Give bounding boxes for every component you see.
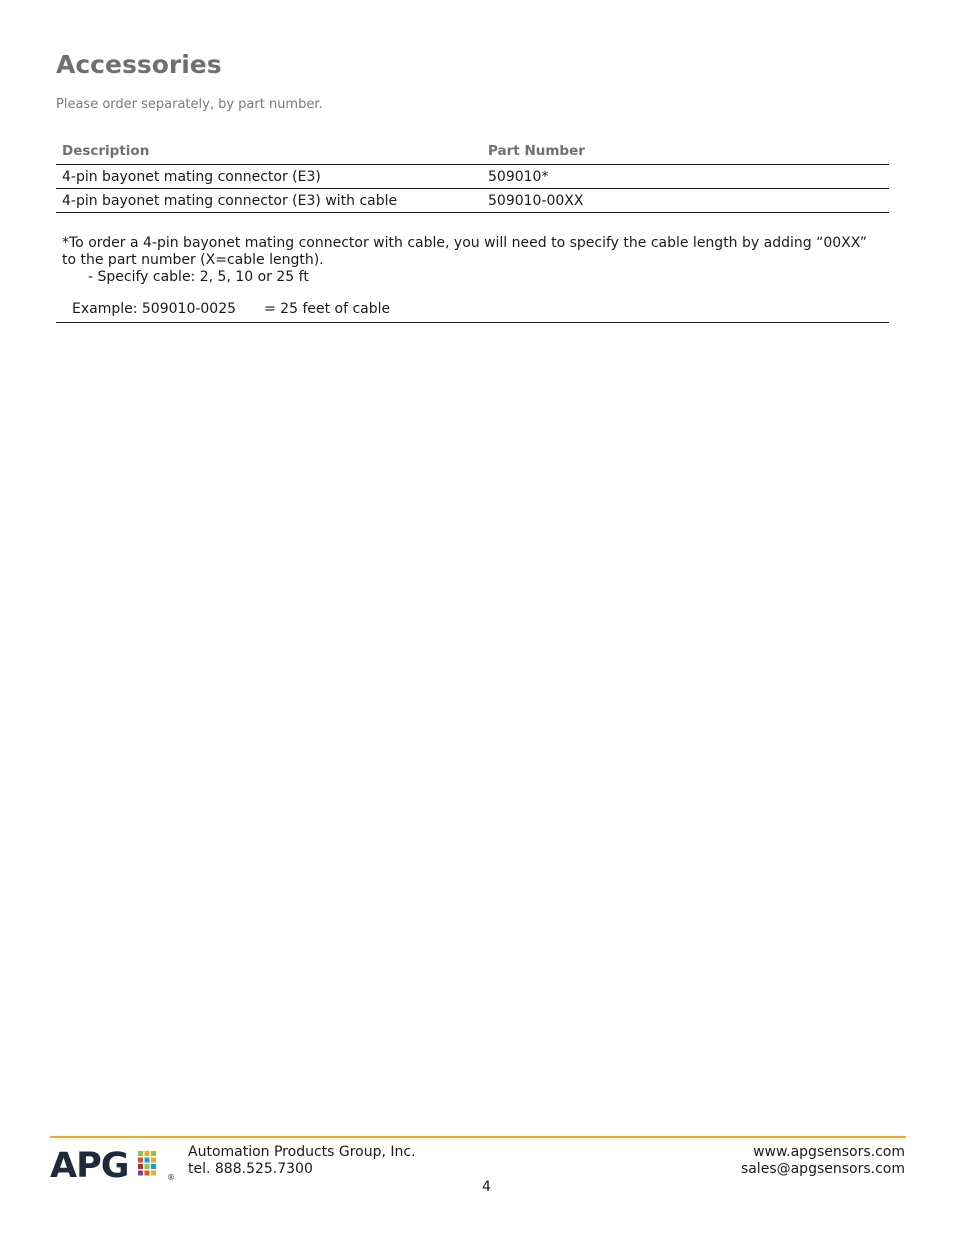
logo-grid-square bbox=[151, 1164, 156, 1169]
footer-divider bbox=[50, 1136, 906, 1138]
logo-grid-square bbox=[138, 1171, 143, 1176]
logo-grid-square bbox=[138, 1158, 143, 1163]
page-number: 4 bbox=[482, 1179, 491, 1195]
row-part-number: 509010-00XX bbox=[482, 189, 889, 213]
row-part-number: 509010* bbox=[482, 165, 889, 189]
ordering-note-text: *To order a 4-pin bayonet mating connector with cable, you will need to specify the cable length by adding “00XX” to the part number (X=cable length). bbox=[62, 235, 868, 268]
apg-logo-color-grid bbox=[138, 1151, 156, 1176]
example-value: = 25 feet of cable bbox=[264, 301, 391, 317]
row-description: 4-pin bayonet mating connector (E3) with cable bbox=[56, 189, 482, 213]
apg-logo-text: APG bbox=[50, 1146, 129, 1183]
cable-options-text: - Specify cable: 2, 5, 10 or 25 ft bbox=[88, 269, 309, 285]
accessories-table bbox=[56, 140, 889, 213]
page-subtitle: Please order separately, by part number. bbox=[56, 97, 323, 112]
page-title: Accessories bbox=[56, 50, 222, 79]
ordering-note bbox=[62, 235, 884, 286]
logo-grid-square bbox=[151, 1171, 156, 1176]
company-email[interactable]: sales@apgsensors.com bbox=[740, 1161, 905, 1177]
footer-company-info bbox=[188, 1144, 416, 1178]
logo-grid-square bbox=[151, 1158, 156, 1163]
logo-grid-square bbox=[145, 1164, 150, 1169]
company-phone: tel. 888.525.7300 bbox=[188, 1161, 313, 1177]
row-description: 4-pin bayonet mating connector (E3) bbox=[56, 165, 482, 189]
logo-grid-square bbox=[145, 1158, 150, 1163]
example-label: Example: 509010-0025 bbox=[72, 301, 237, 317]
column-header-description: Description bbox=[56, 140, 482, 165]
apg-logo bbox=[50, 1143, 180, 1183]
logo-grid-square bbox=[138, 1164, 143, 1169]
example-row bbox=[56, 301, 889, 323]
logo-grid-square bbox=[151, 1151, 156, 1156]
logo-grid-square bbox=[138, 1151, 143, 1156]
footer-contact-info bbox=[741, 1144, 905, 1178]
company-name: Automation Products Group, Inc. bbox=[188, 1144, 416, 1160]
column-header-part-number: Part Number bbox=[482, 140, 889, 165]
logo-grid-square bbox=[145, 1151, 150, 1156]
company-website[interactable]: www.apgsensors.com bbox=[753, 1144, 905, 1160]
logo-grid-square bbox=[145, 1171, 150, 1176]
table-row bbox=[56, 189, 889, 213]
table-row bbox=[56, 165, 889, 189]
registered-mark: ® bbox=[167, 1173, 175, 1182]
table-header-row bbox=[56, 140, 889, 165]
